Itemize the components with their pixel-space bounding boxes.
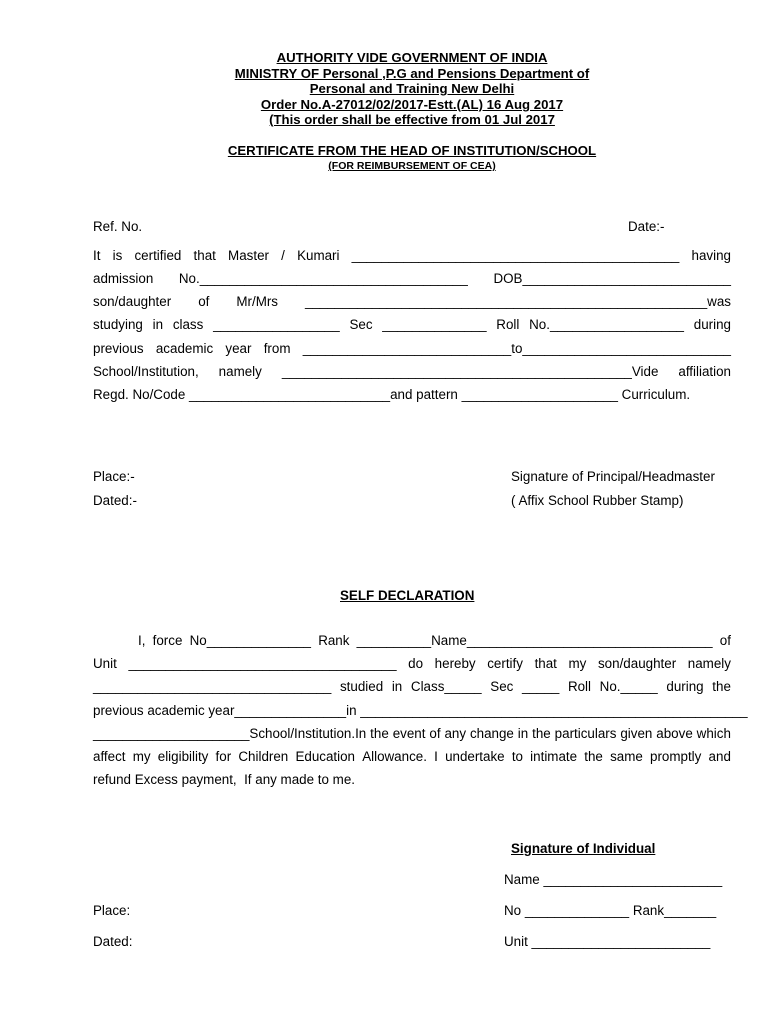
text-word: admission	[93, 271, 154, 286]
text-word: Master	[228, 248, 269, 263]
text-word: having	[691, 248, 731, 263]
text-word: of	[719, 633, 731, 648]
individual-signature-label: Signature of Individual	[511, 841, 656, 856]
text-word: DOB____________________________	[493, 271, 731, 286]
text-word: Mr/Mrs	[236, 294, 279, 309]
certificate-subtitle: (FOR REIMBURSEMENT OF CEA)	[328, 160, 496, 172]
text-word: Children	[238, 749, 289, 764]
text-word: in	[152, 317, 164, 332]
text-word: ____________________________________	[128, 656, 397, 671]
individual-name-field: Name ________________________	[504, 872, 723, 887]
text-word: _________________	[213, 317, 340, 332]
text-word: my	[568, 656, 587, 671]
text-line	[93, 679, 731, 695]
text-word: hereby	[434, 656, 476, 671]
header-authority: AUTHORITY VIDE GOVERNMENT OF INDIA	[276, 50, 548, 65]
text-word: ____________________________to____________________________	[302, 341, 731, 356]
text-word: refund Excess payment, If any made to me.	[93, 772, 355, 787]
text-word: of	[198, 294, 210, 309]
declaration-dated-label: Dated:	[93, 934, 133, 949]
text-word: year	[225, 341, 252, 356]
individual-unit-field: Unit ________________________	[504, 934, 711, 949]
text-word: ______________________________________________________was	[305, 294, 731, 309]
text-word: _______________________________________________Vide	[281, 364, 659, 379]
text-word: to	[511, 749, 523, 764]
text-word: Sec	[490, 679, 514, 694]
text-word: I	[434, 749, 438, 764]
text-word: affiliation	[678, 364, 731, 379]
text-word: ________________________________	[93, 679, 332, 694]
text-word: do	[408, 656, 424, 671]
text-word: I,	[138, 633, 146, 648]
text-line	[93, 703, 748, 719]
place-label: Place:-	[93, 469, 135, 484]
text-line	[93, 726, 731, 742]
text-word: that	[534, 656, 557, 671]
text-word: certified	[134, 248, 182, 263]
text-word: Sec	[349, 317, 373, 332]
text-word: change	[469, 726, 514, 741]
text-word: academic	[155, 341, 214, 356]
text-word: ____________________________________________	[351, 248, 680, 263]
text-line	[138, 633, 731, 649]
text-word: ______________	[382, 317, 487, 332]
text-word: same	[610, 749, 643, 764]
text-word: studying	[93, 317, 143, 332]
text-word: No.____________________________________	[178, 271, 468, 286]
text-word: is	[112, 248, 123, 263]
text-line	[93, 749, 731, 765]
text-word: certify	[487, 656, 523, 671]
ref-no-label: Ref. No.	[93, 219, 143, 234]
declaration-place-label: Place:	[93, 903, 131, 918]
text-line	[93, 271, 731, 287]
text-line	[93, 387, 731, 403]
text-word: previous	[93, 341, 144, 356]
text-word: Roll	[496, 317, 520, 332]
text-word: previous academic year_______________in ____________________________________________________	[93, 703, 748, 718]
text-line	[93, 772, 731, 788]
text-line	[93, 341, 731, 357]
text-word: particulars	[554, 726, 617, 741]
text-word: the	[370, 726, 389, 741]
text-word: force	[152, 633, 183, 648]
text-word: _____________________School/Institution.In	[93, 726, 367, 741]
text-word: from	[263, 341, 291, 356]
text-word: in	[517, 726, 529, 741]
certificate-title: CERTIFICATE FROM THE HEAD OF INSTITUTION/SCHOOL	[227, 143, 597, 158]
text-word: Roll	[567, 679, 592, 694]
text-word: son/daughter	[597, 656, 677, 671]
header-department: Personal and Training New Delhi	[309, 81, 515, 96]
text-word: Rank	[318, 633, 350, 648]
text-word: Regd. No/Code ___________________________and pattern _____________________ Curriculum.	[93, 387, 691, 402]
text-word: the	[532, 726, 551, 741]
text-word: No.__________________	[529, 317, 684, 332]
text-word: in	[391, 679, 403, 694]
text-word: the	[584, 749, 603, 764]
stamp-label: ( Affix School Rubber Stamp)	[511, 493, 684, 508]
text-word: above	[656, 726, 693, 741]
header-effective-date: (This order shall be effective from 01 Jul 2017	[269, 112, 555, 127]
text-line	[93, 656, 731, 672]
text-word: No._____	[599, 679, 658, 694]
principal-signature-label: Signature of Principal/Headmaster	[511, 469, 715, 484]
text-word: School/Institution,	[93, 364, 199, 379]
text-word: No______________	[189, 633, 311, 648]
text-word: for	[215, 749, 232, 764]
text-word: which	[696, 726, 731, 741]
text-word: __________Name_________________________________	[356, 633, 713, 648]
text-word: intimate	[530, 749, 578, 764]
text-word: namely	[218, 364, 262, 379]
text-word: that	[193, 248, 216, 263]
text-word: given	[620, 726, 653, 741]
dated-label: Dated:-	[93, 493, 137, 508]
text-word: undertake	[445, 749, 505, 764]
text-word: Class_____	[410, 679, 482, 694]
text-word: and	[708, 749, 731, 764]
text-word: Education	[295, 749, 355, 764]
text-word: It	[93, 248, 101, 263]
date-label: Date:-	[628, 219, 665, 234]
text-word: studied	[339, 679, 384, 694]
text-word: affect	[93, 749, 126, 764]
text-word: during	[693, 317, 731, 332]
text-word: the	[712, 679, 731, 694]
text-word: namely	[687, 656, 731, 671]
text-line	[93, 248, 731, 264]
header-ministry: MINISTRY OF Personal ,P.G and Pensions Department of	[234, 66, 590, 81]
header-order-number: Order No.A-27012/02/2017-Estt.(AL) 16 Aug 2017	[260, 97, 564, 112]
text-word: _____	[522, 679, 560, 694]
text-word: Kumari	[297, 248, 340, 263]
text-word: my	[132, 749, 151, 764]
text-line	[93, 294, 731, 310]
text-word: son/daughter	[93, 294, 172, 309]
text-word: Allowance.	[362, 749, 427, 764]
text-word: of	[429, 726, 441, 741]
individual-no-rank-field: No ______________ Rank_______	[504, 903, 717, 918]
text-word: /	[281, 248, 285, 263]
text-line	[93, 317, 731, 333]
text-word: class	[172, 317, 204, 332]
text-word: Unit	[93, 656, 117, 671]
text-word: event	[392, 726, 426, 741]
text-word: during	[666, 679, 704, 694]
text-line	[93, 364, 731, 380]
text-word: promptly	[650, 749, 702, 764]
self-declaration-title: SELF DECLARATION	[340, 588, 475, 603]
text-word: eligibility	[157, 749, 209, 764]
text-word: any	[444, 726, 467, 741]
